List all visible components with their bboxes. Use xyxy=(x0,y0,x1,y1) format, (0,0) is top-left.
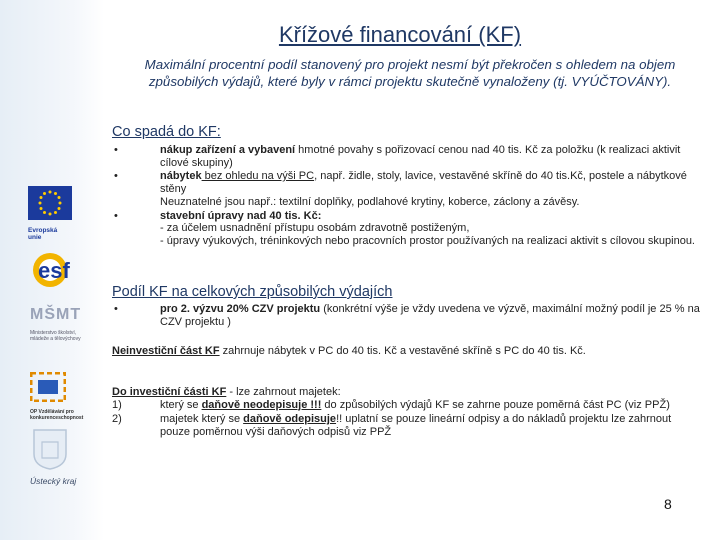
invest-num-2: 2) xyxy=(112,413,122,425)
section1-heading: Co spadá do KF: xyxy=(112,124,221,140)
list-item xyxy=(112,170,702,195)
op-vk-caption: OP Vzdělávání pro konkurenceschopnost xyxy=(30,409,84,421)
neinvest-paragraph xyxy=(112,345,702,358)
msmt-text: MŠMT xyxy=(30,306,82,323)
item3-line2: - úpravy výukových, tréninkových nebo pracovních prostor používaných na realizaci aktivit s cílovou skupinou. xyxy=(160,234,695,247)
invest-paragraph xyxy=(112,386,702,438)
ustecky-kraj-logo xyxy=(30,428,92,486)
list-item xyxy=(112,303,702,328)
kf-items-list xyxy=(112,144,702,247)
item3-line1: - za účelem usnadnění přístupu osobám zdravotně postiženým, xyxy=(160,222,470,234)
esf-text: esf xyxy=(38,258,70,283)
logo-sidebar xyxy=(0,0,104,540)
esf-logo xyxy=(32,252,68,293)
kraj-caption: Ústecký kraj xyxy=(30,476,77,486)
share-bold: pro 2. výzvu 20% CZV projektu xyxy=(160,303,321,315)
item2-bold: nábytek xyxy=(160,170,202,182)
invest-p2-emphasis: daňově odepisuje xyxy=(243,413,337,425)
invest-p2-a: majetek který se xyxy=(160,413,244,425)
item2-underlined: bez ohledu na výši PC xyxy=(201,170,315,182)
list-item-sub xyxy=(112,235,702,248)
invest-item-2 xyxy=(112,413,702,438)
page-subtitle: Maximální procentní podíl stanovený pro projekt nesmí být překročen s ohledem na objem způsobilých výdajů, které byly v rámci projektu skutečně vynaloženy (tj. VYÚČTOVÁNY). xyxy=(144,57,676,89)
list-item-note xyxy=(112,196,702,209)
eu-caption-line1: Evropská xyxy=(28,227,58,234)
invest-item-1 xyxy=(112,399,702,412)
invest-label: Do investiční části KF xyxy=(112,386,227,398)
invest-p1-c: do způsobilých výdajů KF se zahrne pouze poměrná část PC (viz PPŽ) xyxy=(321,398,670,411)
op-vk-logo xyxy=(30,372,96,421)
eu-logo xyxy=(28,186,72,241)
item2-text: , např. židle, stoly, lavice, vestavěné skříně do 40 tis.Kč, postele a nábytkové stěny xyxy=(160,170,687,195)
invest-p1-a: který se xyxy=(160,398,202,411)
region-emblem-icon xyxy=(30,428,70,470)
neinvest-text: zahrnuje nábytek v PC do 40 tis. Kč a vestavěné skříně s PC do 40 tis. Kč. xyxy=(219,345,586,357)
share-text: (konkrétní výše je vždy uvedena ve výzvě, maximální možný podíl je 25 % na CZV projektu ) xyxy=(160,303,700,328)
page-number: 8 xyxy=(664,496,672,512)
msmt-caption: Ministerstvo školství, mládeže a tělovýchovy xyxy=(30,330,81,342)
item2-note: Neuznatelné jsou např.: textilní doplňky, podlahové krytiny, koberce, záclony a závěsy. xyxy=(160,196,580,208)
neinvest-label: Neinvestiční část KF xyxy=(112,345,220,357)
eu-flag-icon xyxy=(28,186,72,220)
list-item-sub xyxy=(112,222,702,235)
invest-num-1: 1) xyxy=(112,398,122,411)
share-list xyxy=(112,303,702,328)
page-title: Křížové financování (KF) xyxy=(278,22,522,47)
invest-p2-c: !! uplatní se pouze lineární odpisy a do nákladů projektu lze zahrnout pouze poměrnou výši daňových odpisů viz PPŽ xyxy=(160,413,672,438)
list-item xyxy=(112,144,702,169)
item1-text: hmotné povahy s pořizovací cenou nad 40 tis. Kč za položku (k realizaci aktivit cílové skupiny) xyxy=(160,144,681,169)
item3-bold: stavební úpravy nad 40 tis. Kč: xyxy=(160,209,322,222)
msmt-logo xyxy=(30,306,90,342)
invest-text: - lze zahrnout majetek: xyxy=(226,386,341,398)
eu-caption-line2: unie xyxy=(28,234,42,241)
list-item xyxy=(112,210,702,223)
item1-bold: nákup zařízení a vybavení xyxy=(160,144,296,156)
section2-heading: Podíl KF na celkových způsobilých výdajích xyxy=(112,284,393,300)
op-vk-icon xyxy=(30,372,66,402)
invest-p1-emphasis: daňově neodepisuje !!! xyxy=(201,398,322,411)
